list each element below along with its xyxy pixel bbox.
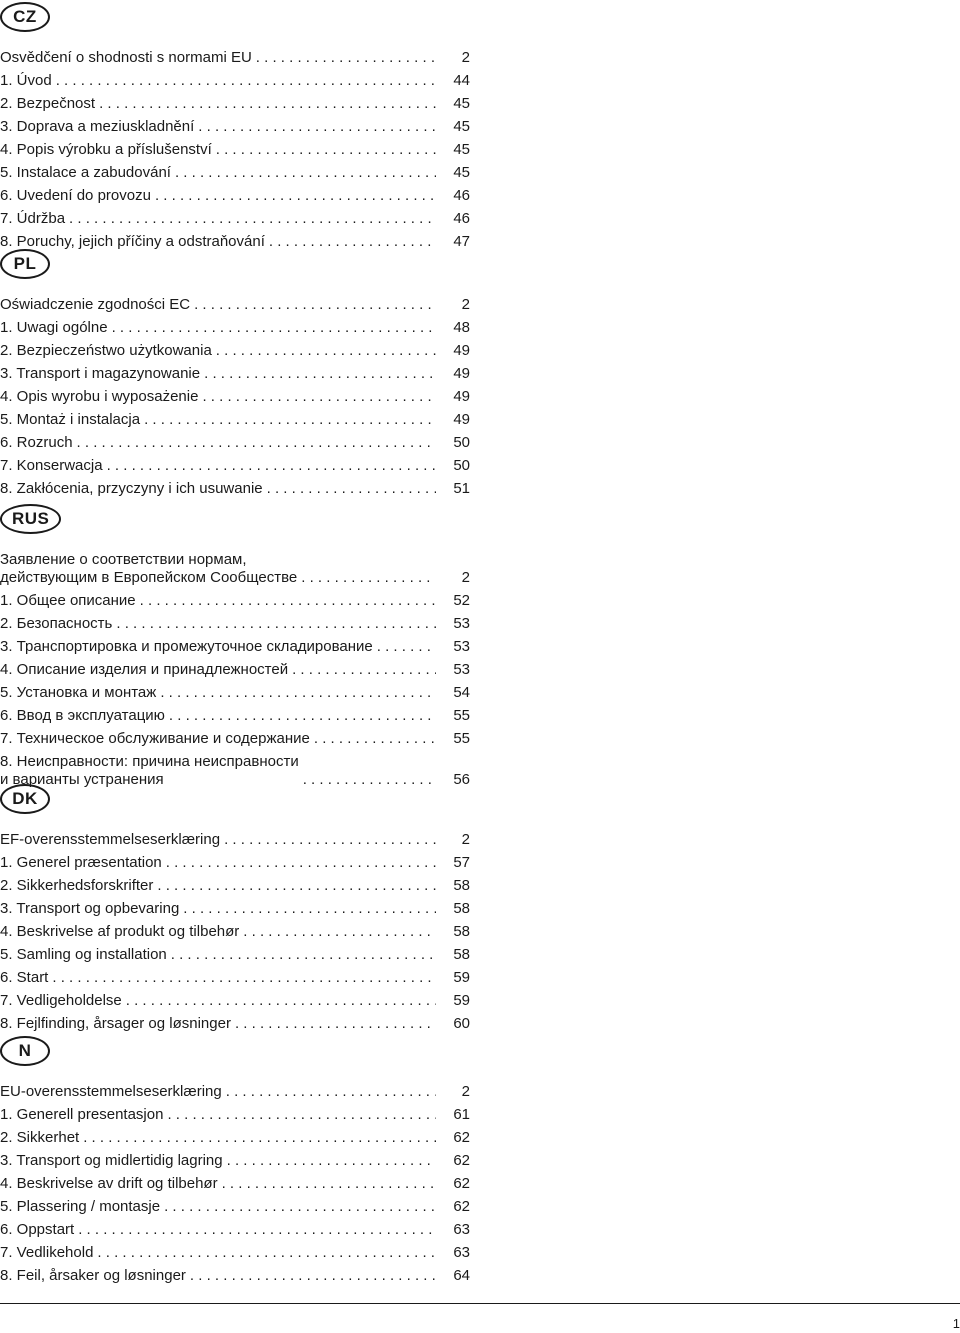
dot-leader <box>183 900 436 918</box>
dot-leader <box>140 592 436 610</box>
toc-entry-page: 45 <box>453 164 470 181</box>
toc-entry-title: 1. Úvod <box>0 72 52 89</box>
toc-entry <box>0 1147 470 1170</box>
toc-entry-page: 58 <box>453 946 470 963</box>
toc-entry-page: 54 <box>453 684 470 701</box>
toc-entry <box>0 182 470 205</box>
dot-leader <box>144 411 436 429</box>
dot-leader <box>107 457 436 475</box>
toc-entry-page: 53 <box>453 661 470 678</box>
toc-entry <box>0 429 470 452</box>
toc-entry-title: 6. Rozruch <box>0 434 73 451</box>
toc-entry-page: 46 <box>453 210 470 227</box>
section-dk <box>0 784 470 1033</box>
toc-entry-title: 3. Транспортировка и промежуточное складирование <box>0 638 373 655</box>
toc-entry <box>0 1193 470 1216</box>
toc-entry-title: 3. Transport og midlertidig lagring <box>0 1152 223 1169</box>
toc-entry-page: 59 <box>453 969 470 986</box>
toc-entry-page: 62 <box>453 1198 470 1215</box>
toc-entry-title: 8. Неисправности: причина неисправности и варианты устранения <box>0 753 299 788</box>
toc-list-rus <box>0 546 470 789</box>
toc-entry-page: 2 <box>461 49 470 66</box>
toc-entry-page: 52 <box>453 592 470 609</box>
dot-leader <box>243 923 436 941</box>
toc-entry-page: 53 <box>453 638 470 655</box>
toc-entry <box>0 136 470 159</box>
dot-leader <box>377 638 436 656</box>
toc-entry-page: 63 <box>453 1221 470 1238</box>
dot-leader <box>169 707 436 725</box>
toc-entry-title: 1. Общее описание <box>0 592 136 609</box>
dot-leader <box>222 1175 436 1193</box>
toc-entry <box>0 941 470 964</box>
dot-leader <box>164 1198 436 1216</box>
toc-entry <box>0 205 470 228</box>
toc-entry-title: 2. Bezpečnost <box>0 95 96 112</box>
toc-entry <box>0 90 470 113</box>
dot-leader <box>112 319 436 337</box>
toc-entry-title: 2. Безопасность <box>0 615 113 632</box>
section-n <box>0 1036 470 1285</box>
dot-leader <box>69 210 436 228</box>
dot-leader <box>171 946 436 964</box>
dot-leader <box>78 1221 436 1239</box>
toc-entry-title: 1. Uwagi ogólne <box>0 319 108 336</box>
toc-entry-title: EU-overensstemmelseserklæring <box>0 1083 222 1100</box>
toc-entry-title: 4. Opis wyrobu i wyposażenie <box>0 388 199 405</box>
toc-entry-page: 61 <box>453 1106 470 1123</box>
toc-entry-page: 45 <box>453 95 470 112</box>
toc-entry-title: 7. Техническое обслуживание и содержание <box>0 730 310 747</box>
toc-entry <box>0 113 470 136</box>
toc-entry-page: 59 <box>453 992 470 1009</box>
toc-entry-page: 55 <box>453 707 470 724</box>
toc-entry-title: 4. Beskrivelse af produkt og tilbehør <box>0 923 240 940</box>
toc-entry-title: Osvědčení o shodnosti s normami EU <box>0 49 252 66</box>
toc-entry-title: 4. Beskrivelse av drift og tilbehør <box>0 1175 218 1192</box>
toc-entry-page: 62 <box>453 1152 470 1169</box>
toc-entry <box>0 1216 470 1239</box>
toc-entry-page: 62 <box>453 1129 470 1146</box>
toc-entry-title: 3. Transport og opbevaring <box>0 900 180 917</box>
toc-entry-page: 47 <box>453 233 470 250</box>
toc-list-pl <box>0 291 470 498</box>
toc-entry <box>0 452 470 475</box>
toc-entry-page: 50 <box>453 434 470 451</box>
toc-entry <box>0 826 470 849</box>
toc-entry <box>0 918 470 941</box>
toc-entry <box>0 725 470 748</box>
toc-entry-page: 51 <box>453 480 470 497</box>
toc-entry-title: 7. Údržba <box>0 210 66 227</box>
toc-entry <box>0 633 470 656</box>
dot-leader <box>314 730 436 748</box>
toc-entry-page: 53 <box>453 615 470 632</box>
toc-entry-page: 60 <box>453 1015 470 1032</box>
toc-entry-page: 45 <box>453 141 470 158</box>
toc-entry <box>0 895 470 918</box>
dot-leader <box>126 992 436 1010</box>
toc-entry <box>0 679 470 702</box>
dot-leader <box>167 1106 436 1124</box>
toc-entry-page: 56 <box>453 771 470 788</box>
dot-leader <box>83 1129 436 1147</box>
toc-entry <box>0 1010 470 1033</box>
toc-entry-page: 49 <box>453 411 470 428</box>
toc-entry-title: 6. Start <box>0 969 49 986</box>
toc-entry-title: 4. Описание изделия и принадлежностей <box>0 661 289 678</box>
toc-entry-title: 5. Montaż i instalacja <box>0 411 141 428</box>
toc-entry-title: 3. Transport i magazynowanie <box>0 365 201 382</box>
toc-list-n <box>0 1078 470 1285</box>
section-rus <box>0 504 470 789</box>
dot-leader <box>194 296 436 314</box>
toc-entry-page: 55 <box>453 730 470 747</box>
toc-entry-title: 6. Oppstart <box>0 1221 75 1238</box>
dot-leader <box>166 854 436 872</box>
toc-entry <box>0 1078 470 1101</box>
dot-leader <box>292 661 436 679</box>
toc-entry-title: 6. Uvedení do provozu <box>0 187 151 204</box>
page-number: 1 <box>952 1316 960 1331</box>
toc-entry-title: 8. Fejlfinding, årsager og løsninger <box>0 1015 231 1032</box>
toc-entry-title: 5. Установка и монтаж <box>0 684 157 701</box>
dot-leader <box>216 141 436 159</box>
toc-entry-page: 58 <box>453 900 470 917</box>
toc-entry <box>0 383 470 406</box>
toc-entry <box>0 291 470 314</box>
dot-leader <box>235 1015 436 1033</box>
toc-entry-title: 8. Feil, årsaker og løsninger <box>0 1267 186 1284</box>
toc-entry <box>0 656 470 679</box>
dot-leader <box>198 118 436 136</box>
toc-entry <box>0 1101 470 1124</box>
section-pl <box>0 249 470 498</box>
toc-entry-title: 8. Poruchy, jejich příčiny a odstraňování <box>0 233 265 250</box>
toc-entry-title: 7. Konserwacja <box>0 457 103 474</box>
toc-entry <box>0 587 470 610</box>
dot-leader <box>116 615 436 633</box>
toc-entry-page: 44 <box>453 72 470 89</box>
toc-entry <box>0 1170 470 1193</box>
toc-entry-page: 58 <box>453 877 470 894</box>
toc-entry-page: 62 <box>453 1175 470 1192</box>
toc-entry-page: 64 <box>453 1267 470 1284</box>
dot-leader <box>216 342 436 360</box>
dot-leader <box>204 365 436 383</box>
toc-entry-title: Заявление о соответствии нормам, действующим в Европейском Сообществе <box>0 551 298 586</box>
toc-entry-title: 4. Popis výrobku a příslušenství <box>0 141 212 158</box>
toc-entry <box>0 360 470 383</box>
dot-leader <box>160 684 436 702</box>
toc-entry <box>0 44 470 67</box>
toc-entry <box>0 1239 470 1262</box>
language-badge-cz: CZ <box>0 2 50 32</box>
dot-leader <box>52 969 436 987</box>
dot-leader <box>97 1244 436 1262</box>
section-cz <box>0 2 470 251</box>
dot-leader <box>224 831 436 849</box>
toc-entry-title: 3. Doprava a meziuskladnění <box>0 118 195 135</box>
toc-entry-title: 1. Generell presentasjon <box>0 1106 164 1123</box>
toc-entry <box>0 406 470 429</box>
dot-leader <box>157 877 436 895</box>
toc-entry-page: 2 <box>461 569 470 586</box>
dot-leader <box>190 1267 436 1285</box>
toc-entry-page: 63 <box>453 1244 470 1261</box>
toc-entry-title: 2. Sikkerhet <box>0 1129 80 1146</box>
dot-leader <box>202 388 436 406</box>
dot-leader <box>99 95 436 113</box>
toc-entry <box>0 67 470 90</box>
dot-leader <box>155 187 436 205</box>
toc-entry-title: 7. Vedlikehold <box>0 1244 94 1261</box>
toc-entry-title: 5. Instalace a zabudování <box>0 164 171 181</box>
toc-entry-page: 2 <box>461 296 470 313</box>
toc-entry <box>0 337 470 360</box>
dot-leader <box>256 49 436 67</box>
toc-entry-title: 5. Samling og installation <box>0 946 167 963</box>
toc-list-cz <box>0 44 470 251</box>
toc-entry <box>0 849 470 872</box>
language-badge-rus: RUS <box>0 504 61 534</box>
toc-entry <box>0 475 470 498</box>
toc-entry-page: 49 <box>453 388 470 405</box>
toc-entry-page: 58 <box>453 923 470 940</box>
toc-entry-title: 1. Generel præsentation <box>0 854 162 871</box>
language-badge-pl: PL <box>0 249 50 279</box>
dot-leader <box>175 164 436 182</box>
toc-entry-page: 49 <box>453 342 470 359</box>
dot-leader <box>267 480 436 498</box>
toc-entry-page: 50 <box>453 457 470 474</box>
dot-leader <box>77 434 436 452</box>
dot-leader <box>226 1083 436 1101</box>
toc-entry-page: 49 <box>453 365 470 382</box>
dot-leader <box>227 1152 436 1170</box>
toc-entry <box>0 702 470 725</box>
toc-entry-title: 5. Plassering / montasje <box>0 1198 161 1215</box>
toc-entry-title: 2. Sikkerhedsforskrifter <box>0 877 154 894</box>
dot-leader <box>301 569 436 587</box>
toc-entry-title: 7. Vedligeholdelse <box>0 992 122 1009</box>
footer-divider <box>0 1303 960 1304</box>
toc-entry <box>0 610 470 633</box>
toc-entry <box>0 1124 470 1147</box>
toc-entry <box>0 159 470 182</box>
toc-entry <box>0 228 470 251</box>
toc-entry-title: 8. Zakłócenia, przyczyny i ich usuwanie <box>0 480 263 497</box>
toc-entry <box>0 546 470 587</box>
toc-entry-page: 48 <box>453 319 470 336</box>
toc-entry <box>0 872 470 895</box>
toc-entry-title: 2. Bezpieczeństwo użytkowania <box>0 342 212 359</box>
toc-entry-page: 2 <box>461 1083 470 1100</box>
toc-entry-page: 45 <box>453 118 470 135</box>
toc-entry-page: 46 <box>453 187 470 204</box>
toc-entry-page: 2 <box>461 831 470 848</box>
toc-entry <box>0 314 470 337</box>
language-badge-dk: DK <box>0 784 50 814</box>
toc-entry <box>0 964 470 987</box>
language-badge-n: N <box>0 1036 50 1066</box>
toc-entry-title: 6. Ввод в эксплуатацию <box>0 707 165 724</box>
dot-leader <box>56 72 436 90</box>
toc-entry-page: 57 <box>453 854 470 871</box>
toc-entry <box>0 1262 470 1285</box>
toc-entry-title: EF-overensstemmelseserklæring <box>0 831 221 848</box>
toc-entry-title: Oświadczenie zgodności EC <box>0 296 191 313</box>
toc-entry <box>0 987 470 1010</box>
toc-entry <box>0 748 470 789</box>
toc-list-dk <box>0 826 470 1033</box>
